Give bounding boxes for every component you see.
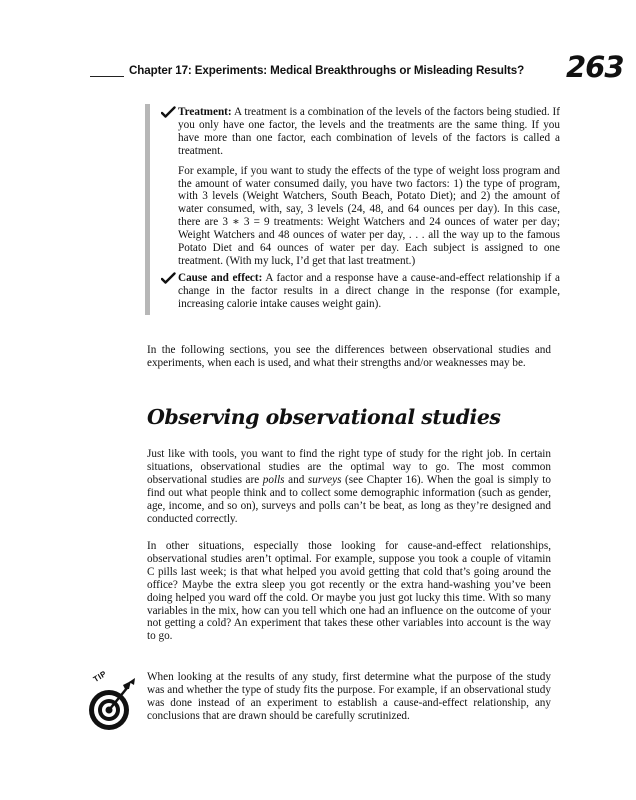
- emphasis-polls: polls: [262, 473, 285, 486]
- bullet-body: A factor and a response have a cause-and-effect relationship if a change in the factor results in a direct change in the response (for example, increasing calorie intake causes weight gain).: [178, 271, 560, 310]
- bullet-body: A treatment is a combination of the levels of the factors being studied. If you only have one factor, the levels and the treatments are the same thing. If you have more than one factor, each combination of levels of the factors is called a treatment.: [178, 106, 560, 157]
- chapter-title: Chapter 17: Experiments: Medical Breakthroughs or Misleading Results?: [129, 64, 525, 77]
- bullet-treatment-text: [178, 106, 560, 158]
- target-dart-icon: [85, 672, 137, 734]
- bullet-treatment: [150, 106, 560, 268]
- bullet-cause-effect: [150, 272, 560, 311]
- check-icon: [161, 106, 176, 118]
- bullet-treatment-example: For example, if you want to study the effects of the type of weight loss program and the amount of water consumed daily, you have two factors: 1) the type of program, with 3 levels (Weight Watchers, South Beach, Potato Diet); and 2) the amount of water consumed, with, say, 3 levels (24, 48, and 64 ounces per day). In this case, there are 3 ∗ 3 = 9 treatments: Weight Watchers and 24 ounces of water per day; Weight Watchers and 48 ounces of water per day, . . . all the way up to the famous Potato Diet and 64 ounces of water per day. Each subject is assigned to one treatment. (With my luck, I’d get that last treatment.): [178, 164, 560, 267]
- tip-label: TIP: [91, 668, 109, 685]
- header-rule: [90, 76, 124, 77]
- section-paragraph-2: In other situations, especially those looking for cause-and-effect relationships, observational studies aren’t optimal. For example, suppose you took a couple of vitamin C pills last week; is that what helped you avoid getting that cold that’s going around the office? Maybe the extra sleep you got recently or the extra hand-washing you’ve been doing helped you ward off the cold. Or maybe you just got lucky this time. With so many variables in the mix, how can you tell which one had an influence on the outcome of your not getting a cold? An experiment that takes these other variables into account is the way to go.: [147, 540, 551, 643]
- definition-list: [145, 104, 560, 315]
- following-paragraph: In the following sections, you see the differences between observational studies and experiments, when each is used, and what their strengths and/or weaknesses may be.: [147, 344, 551, 369]
- section-paragraph-1: [147, 448, 551, 525]
- section-heading: Observing observational studies: [147, 405, 501, 429]
- bullet-term: Cause and effect:: [178, 271, 263, 284]
- page-header: [0, 0, 636, 90]
- check-icon: [161, 272, 176, 284]
- page-number: 263: [566, 50, 624, 84]
- tip-text: When looking at the results of any study, first determine what the purpose of the study was and whether the type of study fits the purpose. For example, if an observational study was done instead of an experiment to establish a cause-and-effect relationship, any conclusions that are drawn should be carefully scrutinized.: [147, 671, 551, 722]
- paragraph-text: Just like with tools, you want to find the right type of study for the right job. In certain situations, observational studies are the optimal way to go. The most common observational studies are: [147, 448, 551, 486]
- bullet-term: Treatment:: [178, 106, 232, 118]
- emphasis-surveys: surveys: [307, 473, 342, 486]
- paragraph-text: and: [284, 473, 308, 486]
- bullet-cause-effect-text: [178, 272, 560, 311]
- paragraph-text: (see Chapter 16). When the goal is simply to find out what people think and to collect some demographic information (such as gender, age, income, and so on), surveys and polls can’t be beat, as long as they’re designed and conducted correctly.: [147, 473, 551, 525]
- tip-icon: [85, 668, 137, 734]
